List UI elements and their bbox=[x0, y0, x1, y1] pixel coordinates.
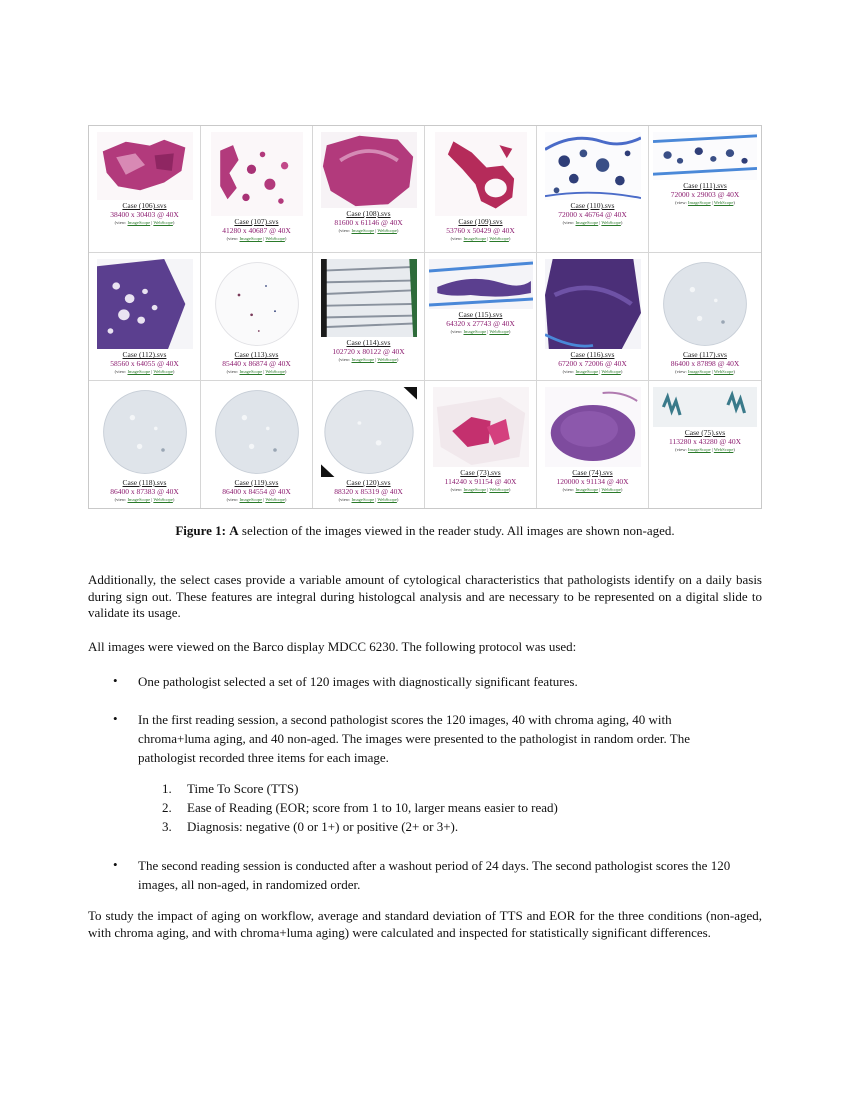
view-prefix: (view: bbox=[226, 496, 240, 502]
slide-thumbnail-cell bbox=[201, 381, 313, 508]
slide-thumbnail-cell bbox=[425, 253, 537, 380]
slide-thumbnail-image bbox=[97, 259, 193, 349]
slide-file-name[interactable]: Case (112).svs bbox=[122, 350, 167, 360]
view-suffix: ) bbox=[733, 200, 735, 205]
view-separator: | bbox=[486, 329, 490, 335]
view-prefix: (view: bbox=[450, 329, 464, 335]
view-suffix: ) bbox=[508, 486, 511, 492]
view-prefix: (view: bbox=[338, 496, 352, 502]
slide-view-links bbox=[675, 446, 735, 454]
view-suffix: ) bbox=[620, 220, 623, 225]
view-separator: | bbox=[262, 496, 266, 502]
imagescope-link[interactable]: ImageScope bbox=[463, 329, 487, 335]
view-separator: | bbox=[598, 220, 602, 225]
slide-file-name[interactable]: Case (113).svs bbox=[234, 350, 279, 360]
figure-caption-text: selection of the images viewed in the reader study. All images are shown non-aged. bbox=[238, 523, 675, 538]
slide-view-links bbox=[227, 235, 287, 243]
figure-caption-bold-letter: A bbox=[229, 523, 239, 538]
view-prefix: (view: bbox=[338, 357, 352, 363]
paragraph-cytology: Additionally, the select cases provide a variable amount of cytological characteristics that pathologists identify on a daily basis during sign out. These features are integral during histologcal analysis and are necessary to be represented on a digital slide to validate its usage. bbox=[88, 572, 762, 620]
slide-view-links bbox=[563, 368, 623, 376]
slide-file-name[interactable]: Case (116).svs bbox=[570, 350, 615, 360]
slide-file-name[interactable]: Case (75).svs bbox=[684, 427, 726, 437]
webscope-link[interactable]: WebScope bbox=[713, 200, 734, 205]
slide-file-name[interactable]: Case (111).svs bbox=[683, 181, 727, 190]
slide-file-name[interactable]: Case (120).svs bbox=[346, 477, 391, 487]
slide-thumbnail-image bbox=[212, 387, 302, 477]
slide-dimensions: 81600 x 61146 @ 40X bbox=[334, 218, 403, 227]
slide-dimensions: 58560 x 64055 @ 40X bbox=[110, 359, 179, 369]
imagescope-link[interactable]: ImageScope bbox=[687, 369, 711, 375]
slide-file-name[interactable]: Case (74).svs bbox=[572, 467, 613, 477]
slide-thumbnail-image bbox=[321, 387, 417, 477]
numbered-item: Ease of Reading (EOR; score from 1 to 10, larger means easier to read) bbox=[187, 800, 558, 815]
slide-thumbnail-image bbox=[545, 387, 641, 467]
bullet-marker: • bbox=[113, 673, 118, 688]
webscope-link[interactable]: WebScope bbox=[713, 369, 734, 375]
slide-dimensions: 86400 x 87383 @ 40X bbox=[110, 486, 179, 496]
slide-thumbnail-cell bbox=[537, 253, 649, 380]
imagescope-link[interactable]: ImageScope bbox=[127, 220, 151, 225]
slide-thumbnail-cell bbox=[649, 126, 761, 253]
imagescope-link[interactable]: ImageScope bbox=[687, 446, 711, 452]
slide-thumbnail-image bbox=[545, 132, 641, 200]
slide-file-name[interactable]: Case (110).svs bbox=[570, 201, 615, 210]
slide-file-name[interactable]: Case (114).svs bbox=[346, 338, 391, 348]
imagescope-link[interactable]: ImageScope bbox=[351, 496, 375, 502]
webscope-link[interactable]: WebScope bbox=[601, 220, 621, 225]
view-separator: | bbox=[710, 200, 714, 205]
slide-thumbnail-image bbox=[653, 387, 757, 427]
webscope-link[interactable]: WebScope bbox=[713, 446, 734, 452]
slide-thumbnail-image bbox=[211, 132, 303, 216]
figure-caption bbox=[0, 523, 850, 539]
slide-dimensions: 120000 x 91134 @ 40X bbox=[556, 476, 629, 486]
bullet-item: The second reading session is conducted after a washout period of 24 days. The second pathologist scores the 120 images, all non-aged, in randomized order. bbox=[138, 858, 731, 892]
slide-thumbnail-cell bbox=[89, 381, 201, 508]
webscope-link[interactable]: WebScope bbox=[265, 369, 285, 375]
slide-dimensions: 72000 x 29003 @ 40X bbox=[670, 190, 740, 199]
slide-file-name[interactable]: Case (73).svs bbox=[460, 467, 501, 477]
slide-dimensions: 41280 x 40687 @ 40X bbox=[222, 226, 291, 235]
view-suffix: ) bbox=[284, 369, 287, 375]
slide-view-links bbox=[227, 496, 287, 504]
webscope-link[interactable]: WebScope bbox=[377, 228, 397, 233]
numbered-index: 3. bbox=[162, 819, 172, 834]
imagescope-link[interactable]: ImageScope bbox=[239, 496, 263, 502]
view-prefix: (view: bbox=[675, 446, 688, 452]
view-suffix: ) bbox=[396, 228, 399, 233]
slide-thumbnail-image bbox=[545, 259, 641, 349]
slide-view-links bbox=[451, 486, 511, 494]
slide-dimensions: 114240 x 91154 @ 40X bbox=[444, 476, 517, 486]
view-suffix: ) bbox=[620, 369, 623, 375]
imagescope-link[interactable]: ImageScope bbox=[575, 220, 599, 225]
view-separator: | bbox=[598, 486, 602, 492]
slide-view-links bbox=[115, 368, 175, 376]
slide-view-links bbox=[451, 328, 511, 336]
paragraph-conclusion: To study the impact of aging on workflow, average and standard deviation of TTS and EOR for the three conditions (non-aged, with chroma aging, and with chroma+luma aging) were calculated and inspected for statistically significant differences. bbox=[88, 908, 762, 940]
slide-thumbnail-image bbox=[100, 387, 190, 477]
slide-thumbnail-image bbox=[321, 132, 417, 208]
slide-view-links bbox=[339, 356, 399, 364]
imagescope-link[interactable]: ImageScope bbox=[575, 486, 599, 492]
slide-thumbnail-image bbox=[212, 259, 302, 349]
view-prefix: (view: bbox=[562, 486, 576, 492]
imagescope-link[interactable]: ImageScope bbox=[127, 369, 151, 375]
slide-dimensions: 102720 x 80122 @ 40X bbox=[332, 347, 405, 357]
view-suffix: ) bbox=[172, 220, 175, 225]
slide-dimensions: 38400 x 30403 @ 40X bbox=[110, 210, 179, 219]
slide-file-name[interactable]: Case (118).svs bbox=[122, 477, 167, 487]
view-prefix: (view: bbox=[450, 486, 464, 492]
slide-dimensions: 64320 x 27743 @ 40X bbox=[446, 319, 515, 329]
view-suffix: ) bbox=[284, 496, 287, 502]
view-separator: | bbox=[710, 446, 714, 452]
slide-thumbnail-cell bbox=[89, 126, 201, 253]
slide-thumbnail-cell bbox=[537, 381, 649, 508]
imagescope-link[interactable]: ImageScope bbox=[463, 236, 487, 241]
slide-view-links bbox=[675, 199, 735, 207]
view-suffix: ) bbox=[172, 369, 175, 375]
view-prefix: (view: bbox=[675, 369, 688, 375]
slide-thumbnail-image bbox=[429, 259, 533, 309]
view-prefix: (view: bbox=[114, 496, 128, 502]
imagescope-link[interactable]: ImageScope bbox=[575, 369, 599, 375]
webscope-link[interactable]: WebScope bbox=[153, 220, 173, 225]
slide-thumbnail-image bbox=[97, 132, 193, 200]
slide-view-links bbox=[563, 219, 623, 227]
view-separator: | bbox=[262, 236, 266, 241]
bullet-marker: • bbox=[113, 857, 118, 872]
view-separator: | bbox=[262, 369, 266, 375]
slide-view-links bbox=[675, 368, 735, 376]
slide-file-name[interactable]: Case (107).svs bbox=[234, 217, 279, 226]
imagescope-link[interactable]: ImageScope bbox=[351, 357, 375, 363]
view-prefix: (view: bbox=[675, 200, 688, 205]
view-prefix: (view: bbox=[226, 236, 240, 241]
bullet-item: In the first reading session, a second pathologist scores the 120 images, 40 with chroma aging, 40 with chroma+luma aging, and 40 non-aged. The images were presented to the pathologist in random order. The pathologist recorded three items for each image. bbox=[138, 712, 690, 765]
slide-dimensions: 85440 x 86874 @ 40X bbox=[222, 359, 291, 369]
webscope-link[interactable]: WebScope bbox=[377, 496, 397, 502]
slide-thumbnail-cell bbox=[425, 381, 537, 508]
numbered-index: 2. bbox=[162, 800, 172, 815]
slide-file-name[interactable]: Case (119).svs bbox=[234, 477, 279, 487]
view-prefix: (view: bbox=[338, 228, 352, 233]
slide-dimensions: 67200 x 72006 @ 40X bbox=[558, 359, 627, 369]
imagescope-link[interactable]: ImageScope bbox=[239, 369, 263, 375]
view-separator: | bbox=[486, 486, 490, 492]
numbered-item: Time To Score (TTS) bbox=[187, 781, 299, 796]
slide-thumbnail-cell bbox=[537, 126, 649, 253]
view-prefix: (view: bbox=[114, 220, 128, 225]
slide-thumbnail-cell bbox=[313, 253, 425, 380]
slide-thumbnail-cell bbox=[313, 126, 425, 253]
slide-file-name[interactable]: Case (115).svs bbox=[458, 310, 503, 320]
webscope-link[interactable]: WebScope bbox=[489, 329, 509, 335]
webscope-link[interactable]: WebScope bbox=[153, 369, 173, 375]
imagescope-link[interactable]: ImageScope bbox=[463, 486, 487, 492]
slide-thumbnail-cell bbox=[313, 381, 425, 508]
webscope-link[interactable]: WebScope bbox=[265, 236, 285, 241]
slide-view-links bbox=[115, 496, 175, 504]
slide-thumbnail-image bbox=[660, 259, 750, 349]
slide-thumbnail-image bbox=[321, 259, 417, 337]
view-separator: | bbox=[710, 369, 714, 375]
slide-thumbnail-image bbox=[433, 387, 529, 467]
slide-thumbnail-image bbox=[435, 132, 527, 216]
slide-view-links bbox=[451, 235, 511, 243]
slide-thumbnail-cell bbox=[201, 253, 313, 380]
slide-view-links bbox=[227, 368, 287, 376]
slide-dimensions: 53760 x 50429 @ 40X bbox=[446, 226, 515, 235]
slide-thumbnail-cell bbox=[649, 253, 761, 380]
bullet-marker: • bbox=[113, 711, 118, 726]
view-suffix: ) bbox=[620, 486, 623, 492]
imagescope-link[interactable]: ImageScope bbox=[239, 236, 263, 241]
slide-view-links bbox=[563, 486, 623, 494]
slide-file-name[interactable]: Case (117).svs bbox=[683, 350, 727, 360]
webscope-link[interactable]: WebScope bbox=[601, 486, 621, 492]
slide-dimensions: 86400 x 84554 @ 40X bbox=[222, 486, 291, 496]
view-suffix: ) bbox=[508, 329, 511, 335]
view-suffix: ) bbox=[284, 236, 287, 241]
slide-thumbnail-cell bbox=[425, 126, 537, 253]
view-suffix: ) bbox=[396, 496, 399, 502]
slide-dimensions: 113280 x 43280 @ 40X bbox=[668, 436, 742, 446]
slide-file-name[interactable]: Case (108).svs bbox=[346, 209, 391, 218]
view-separator: | bbox=[150, 496, 154, 502]
view-separator: | bbox=[374, 357, 378, 363]
slide-view-links bbox=[339, 496, 399, 504]
webscope-link[interactable]: WebScope bbox=[153, 496, 173, 502]
webscope-link[interactable]: WebScope bbox=[601, 369, 621, 375]
view-separator: | bbox=[374, 496, 378, 502]
numbered-index: 1. bbox=[162, 781, 172, 796]
slide-dimensions: 72000 x 46764 @ 40X bbox=[558, 210, 627, 219]
view-suffix: ) bbox=[508, 236, 511, 241]
view-prefix: (view: bbox=[562, 369, 576, 375]
slide-view-links bbox=[115, 219, 175, 227]
view-separator: | bbox=[598, 369, 602, 375]
view-suffix: ) bbox=[172, 496, 175, 502]
figure-label: Figure 1: bbox=[175, 523, 227, 538]
slide-view-links bbox=[339, 227, 399, 235]
slide-file-name[interactable]: Case (109).svs bbox=[458, 217, 503, 226]
view-prefix: (view: bbox=[114, 369, 128, 375]
view-suffix: ) bbox=[396, 357, 399, 363]
webscope-link[interactable]: WebScope bbox=[377, 357, 397, 363]
imagescope-link[interactable]: ImageScope bbox=[127, 496, 151, 502]
view-suffix: ) bbox=[733, 369, 735, 375]
view-separator: | bbox=[486, 236, 490, 241]
webscope-link[interactable]: WebScope bbox=[265, 496, 285, 502]
view-prefix: (view: bbox=[226, 369, 240, 375]
imagescope-link[interactable]: ImageScope bbox=[687, 200, 711, 205]
view-prefix: (view: bbox=[450, 236, 464, 241]
view-separator: | bbox=[150, 369, 154, 375]
slide-file-name[interactable]: Case (106).svs bbox=[122, 201, 167, 210]
view-prefix: (view: bbox=[562, 220, 576, 225]
slide-thumbnail-cell bbox=[201, 126, 313, 253]
view-separator: | bbox=[374, 228, 378, 233]
imagescope-link[interactable]: ImageScope bbox=[351, 228, 375, 233]
slide-dimensions: 88320 x 85319 @ 40X bbox=[334, 486, 403, 496]
slide-thumbnail-cell bbox=[649, 381, 761, 508]
paragraph-display: All images were viewed on the Barco display MDCC 6230. The following protocol was used: bbox=[88, 639, 577, 654]
numbered-item: Diagnosis: negative (0 or 1+) or positive (2+ or 3+). bbox=[187, 819, 459, 834]
slide-thumbnail-image bbox=[653, 132, 757, 180]
slide-thumbnail-cell bbox=[89, 253, 201, 380]
view-suffix: ) bbox=[733, 446, 735, 452]
webscope-link[interactable]: WebScope bbox=[489, 486, 509, 492]
webscope-link[interactable]: WebScope bbox=[489, 236, 509, 241]
view-separator: | bbox=[150, 220, 154, 225]
bullet-item: One pathologist selected a set of 120 images with diagnostically significant features. bbox=[138, 674, 578, 689]
slide-dimensions: 86400 x 87898 @ 40X bbox=[670, 359, 740, 369]
figure-grid bbox=[88, 125, 762, 509]
